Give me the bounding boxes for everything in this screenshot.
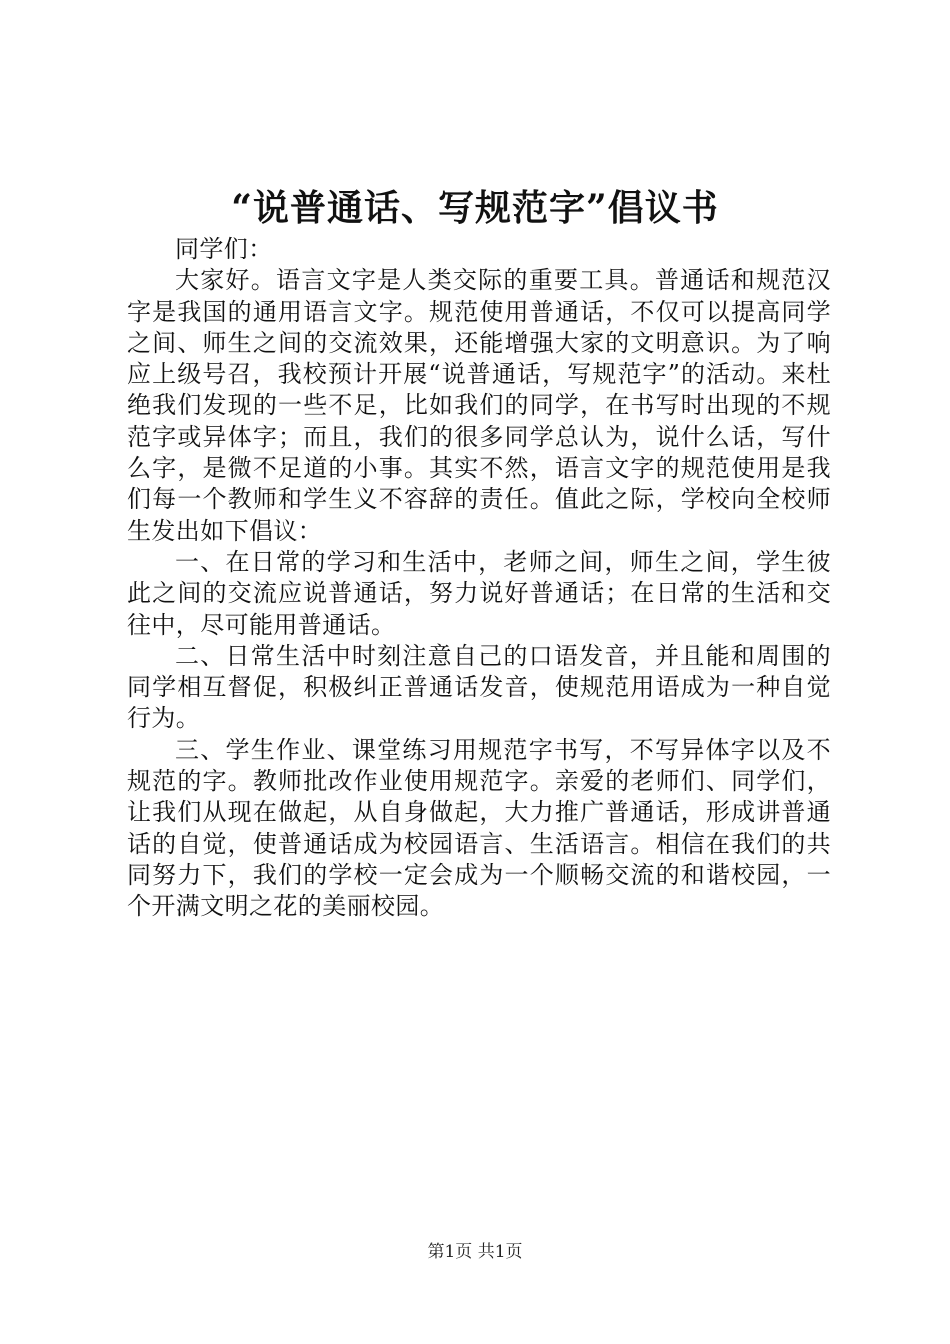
document-title: “说普通话、写规范字”倡议书: [231, 187, 719, 229]
proposal-item-1: 一、在日常的学习和生活中，老师之间，师生之间，学生彼此之间的交流应说普通话，努力说好普通话；在日常的生活和交往中，尽可能用普通话。: [127, 547, 831, 639]
document-body: [127, 234, 831, 923]
page-number-footer: 第1页 共1页: [427, 1242, 523, 1262]
proposal-item-2: 二、日常生活中时刻注意自己的口语发音，并且能和周围的同学相互督促，积极纠正普通话发音，使规范用语成为一种自觉行为。: [127, 641, 831, 733]
proposal-item-3: 三、学生作业、课堂练习用规范字书写，不写异体字以及不规范的字。教师批改作业使用规范字。亲爱的老师们、同学们，让我们从现在做起，从自身做起，大力推广普通话，形成讲普通话的自觉，使普通话成为校园语言、生活语言。相信在我们的共同努力下，我们的学校一定会成为一个顺畅交流的和谐校园，一个开满文明之花的美丽校园。: [127, 735, 831, 921]
salutation: 同学们：: [175, 235, 273, 263]
intro-paragraph: 大家好。语言文字是人类交际的重要工具。普通话和规范汉字是我国的通用语言文字。规范使用普通话，不仅可以提高同学之间、师生之间的交流效果，还能增强大家的文明意识。为了响应上级号召，我校预计开展“说普通话，写规范字”的活动。来杜绝我们发现的一些不足，比如我们的同学，在书写时出现的不规范字或异体字；而且，我们的很多同学总认为，说什么话，写什么字，是微不足道的小事。其实不然，语言文字的规范使用是我们每一个教师和学生义不容辞的责任。值此之际，学校向全校师生发出如下倡议：: [127, 266, 831, 545]
